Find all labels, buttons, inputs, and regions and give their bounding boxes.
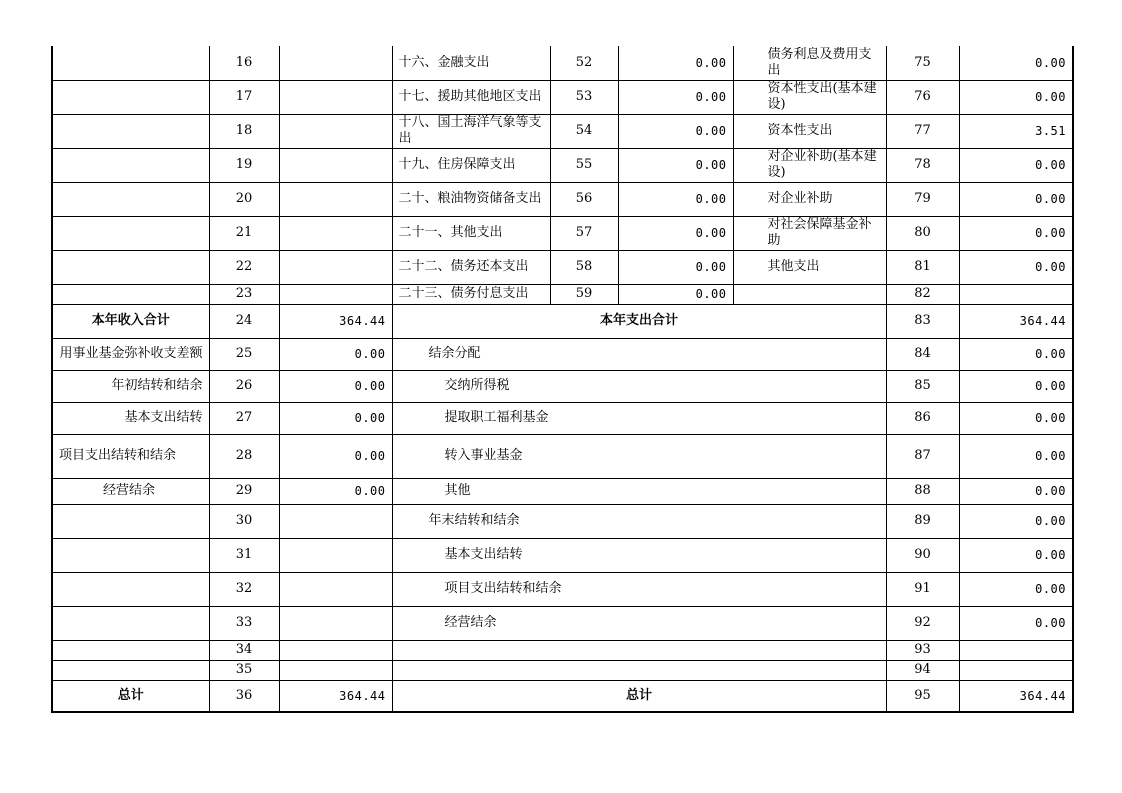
income-row-number: 29 xyxy=(209,478,279,504)
table-row xyxy=(52,538,1073,572)
income-item-cell xyxy=(52,148,209,182)
income-amount xyxy=(279,572,392,606)
expense-economic-item: 资本性支出 xyxy=(733,114,886,148)
expense-row-number: 87 xyxy=(886,434,959,478)
income-item xyxy=(52,538,209,572)
expense-economic-number: 79 xyxy=(886,182,959,216)
income-item-cell xyxy=(52,250,209,284)
income-item-cell xyxy=(52,80,209,114)
expense-row-number: 85 xyxy=(886,370,959,402)
expense-economic-item: 对企业补助(基本建设) xyxy=(733,148,886,182)
expense-economic-number: 82 xyxy=(886,284,959,304)
grand-total-row xyxy=(52,680,1073,712)
income-row-number: 25 xyxy=(209,338,279,370)
expense-item: 结余分配 xyxy=(392,338,886,370)
table-row xyxy=(52,46,1073,80)
income-amount: 0.00 xyxy=(279,338,392,370)
income-row-number: 31 xyxy=(209,538,279,572)
expense-economic-number: 75 xyxy=(886,46,959,80)
expense-amount: 0.00 xyxy=(959,504,1073,538)
table-row xyxy=(52,148,1073,182)
expense-economic-amount: 0.00 xyxy=(959,80,1073,114)
expense-total-amount: 364.44 xyxy=(959,304,1073,338)
expense-row-number: 88 xyxy=(886,478,959,504)
expense-economic-item: 对社会保障基金补助 xyxy=(733,216,886,250)
expense-amount: 0.00 xyxy=(959,402,1073,434)
income-total-number: 24 xyxy=(209,304,279,338)
expense-item: 项目支出结转和结余 xyxy=(392,572,886,606)
income-item-cell xyxy=(52,46,209,80)
income-row-number: 30 xyxy=(209,504,279,538)
income-amount xyxy=(279,606,392,640)
income-item-cell xyxy=(52,216,209,250)
expense-economic-item: 债务利息及费用支出 xyxy=(733,46,886,80)
table-row xyxy=(52,80,1073,114)
expense-item xyxy=(392,640,886,660)
income-amount-cell xyxy=(279,148,392,182)
expense-function-item: 二十二、债务还本支出 xyxy=(392,250,550,284)
income-row-number: 33 xyxy=(209,606,279,640)
expense-amount: 0.00 xyxy=(959,370,1073,402)
table-row xyxy=(52,572,1073,606)
expense-function-number: 53 xyxy=(550,80,618,114)
expense-amount: 0.00 xyxy=(959,538,1073,572)
expense-function-amount: 0.00 xyxy=(618,250,733,284)
table-row xyxy=(52,402,1073,434)
expense-function-amount: 0.00 xyxy=(618,46,733,80)
income-item-cell xyxy=(52,114,209,148)
expense-function-amount: 0.00 xyxy=(618,80,733,114)
income-item: 基本支出结转 xyxy=(52,402,209,434)
expense-function-amount: 0.00 xyxy=(618,114,733,148)
income-amount: 0.00 xyxy=(279,434,392,478)
expense-amount: 0.00 xyxy=(959,478,1073,504)
table-row xyxy=(52,640,1073,660)
income-amount xyxy=(279,660,392,680)
expense-function-amount: 0.00 xyxy=(618,284,733,304)
income-amount-cell xyxy=(279,250,392,284)
income-row-number: 22 xyxy=(209,250,279,284)
income-item xyxy=(52,606,209,640)
expense-amount: 0.00 xyxy=(959,338,1073,370)
expense-economic-amount xyxy=(959,284,1073,304)
expense-row-number: 84 xyxy=(886,338,959,370)
income-item xyxy=(52,504,209,538)
expense-function-number: 52 xyxy=(550,46,618,80)
income-row-number: 34 xyxy=(209,640,279,660)
expense-function-number: 58 xyxy=(550,250,618,284)
expense-function-amount: 0.00 xyxy=(618,148,733,182)
expense-economic-amount: 3.51 xyxy=(959,114,1073,148)
table-row xyxy=(52,478,1073,504)
income-item xyxy=(52,640,209,660)
expense-amount xyxy=(959,640,1073,660)
table-row xyxy=(52,606,1073,640)
income-amount xyxy=(279,538,392,572)
expense-item xyxy=(392,660,886,680)
income-total-label: 本年收入合计 xyxy=(52,304,209,338)
income-row-number: 27 xyxy=(209,402,279,434)
expense-item: 经营结余 xyxy=(392,606,886,640)
income-amount xyxy=(279,640,392,660)
expense-amount xyxy=(959,660,1073,680)
income-amount-cell xyxy=(279,216,392,250)
grand-total-expense-number: 95 xyxy=(886,680,959,712)
income-row-number: 19 xyxy=(209,148,279,182)
income-item: 用事业基金弥补收支差额 xyxy=(52,338,209,370)
income-item: 项目支出结转和结余 xyxy=(52,434,209,478)
expense-function-number: 55 xyxy=(550,148,618,182)
income-amount xyxy=(279,504,392,538)
grand-total-income-amount: 364.44 xyxy=(279,680,392,712)
income-row-number: 23 xyxy=(209,284,279,304)
expense-item: 交纳所得税 xyxy=(392,370,886,402)
grand-total-income-label: 总计 xyxy=(52,680,209,712)
income-item-cell xyxy=(52,284,209,304)
expense-function-amount: 0.00 xyxy=(618,182,733,216)
expense-row-number: 93 xyxy=(886,640,959,660)
income-item-cell xyxy=(52,182,209,216)
income-item xyxy=(52,572,209,606)
income-amount: 0.00 xyxy=(279,478,392,504)
table-row xyxy=(52,434,1073,478)
income-row-number: 16 xyxy=(209,46,279,80)
income-amount-cell xyxy=(279,182,392,216)
expense-economic-number: 78 xyxy=(886,148,959,182)
income-row-number: 18 xyxy=(209,114,279,148)
table-row xyxy=(52,114,1073,148)
income-row-number: 17 xyxy=(209,80,279,114)
expense-total-label: 本年支出合计 xyxy=(392,304,886,338)
expense-item: 基本支出结转 xyxy=(392,538,886,572)
expense-economic-item: 其他支出 xyxy=(733,250,886,284)
expense-function-number: 59 xyxy=(550,284,618,304)
income-amount-cell xyxy=(279,284,392,304)
income-row-number: 32 xyxy=(209,572,279,606)
income-row-number: 28 xyxy=(209,434,279,478)
expense-amount: 0.00 xyxy=(959,572,1073,606)
table-row xyxy=(52,216,1073,250)
expense-economic-amount: 0.00 xyxy=(959,182,1073,216)
expense-row-number: 86 xyxy=(886,402,959,434)
income-total-row xyxy=(52,304,1073,338)
expense-economic-number: 80 xyxy=(886,216,959,250)
table-row xyxy=(52,250,1073,284)
table-row xyxy=(52,182,1073,216)
expense-function-number: 56 xyxy=(550,182,618,216)
income-row-number: 20 xyxy=(209,182,279,216)
grand-total-income-number: 36 xyxy=(209,680,279,712)
expense-item: 年末结转和结余 xyxy=(392,504,886,538)
budget-table xyxy=(51,46,1074,713)
expense-economic-item xyxy=(733,284,886,304)
expense-row-number: 92 xyxy=(886,606,959,640)
income-amount-cell xyxy=(279,46,392,80)
expense-item: 转入事业基金 xyxy=(392,434,886,478)
income-item: 经营结余 xyxy=(52,478,209,504)
expense-function-item: 二十、粮油物资储备支出 xyxy=(392,182,550,216)
expense-total-number: 83 xyxy=(886,304,959,338)
expense-amount: 0.00 xyxy=(959,434,1073,478)
income-row-number: 21 xyxy=(209,216,279,250)
expense-economic-amount: 0.00 xyxy=(959,46,1073,80)
expense-economic-number: 77 xyxy=(886,114,959,148)
income-row-number: 35 xyxy=(209,660,279,680)
expense-economic-amount: 0.00 xyxy=(959,250,1073,284)
table-row xyxy=(52,338,1073,370)
expense-row-number: 90 xyxy=(886,538,959,572)
grand-total-expense-label: 总计 xyxy=(392,680,886,712)
expense-row-number: 89 xyxy=(886,504,959,538)
expense-function-number: 54 xyxy=(550,114,618,148)
expense-function-item: 十七、援助其他地区支出 xyxy=(392,80,550,114)
expense-amount: 0.00 xyxy=(959,606,1073,640)
expense-economic-number: 76 xyxy=(886,80,959,114)
expense-function-number: 57 xyxy=(550,216,618,250)
expense-function-item: 十六、金融支出 xyxy=(392,46,550,80)
expense-function-item: 十八、国土海洋气象等支出 xyxy=(392,114,550,148)
income-row-number: 26 xyxy=(209,370,279,402)
table-row xyxy=(52,370,1073,402)
expense-economic-item: 资本性支出(基本建设) xyxy=(733,80,886,114)
expense-economic-amount: 0.00 xyxy=(959,216,1073,250)
table-row xyxy=(52,504,1073,538)
expense-economic-item: 对企业补助 xyxy=(733,182,886,216)
expense-item: 其他 xyxy=(392,478,886,504)
income-amount: 0.00 xyxy=(279,370,392,402)
income-amount: 0.00 xyxy=(279,402,392,434)
expense-economic-number: 81 xyxy=(886,250,959,284)
expense-item: 提取职工福利基金 xyxy=(392,402,886,434)
expense-row-number: 94 xyxy=(886,660,959,680)
expense-row-number: 91 xyxy=(886,572,959,606)
expense-function-amount: 0.00 xyxy=(618,216,733,250)
grand-total-expense-amount: 364.44 xyxy=(959,680,1073,712)
expense-function-item: 二十三、债务付息支出 xyxy=(392,284,550,304)
expense-function-item: 十九、住房保障支出 xyxy=(392,148,550,182)
income-total-amount: 364.44 xyxy=(279,304,392,338)
table-row xyxy=(52,660,1073,680)
table-row xyxy=(52,284,1073,304)
income-amount-cell xyxy=(279,114,392,148)
income-amount-cell xyxy=(279,80,392,114)
income-item: 年初结转和结余 xyxy=(52,370,209,402)
income-item xyxy=(52,660,209,680)
expense-economic-amount: 0.00 xyxy=(959,148,1073,182)
expense-function-item: 二十一、其他支出 xyxy=(392,216,550,250)
